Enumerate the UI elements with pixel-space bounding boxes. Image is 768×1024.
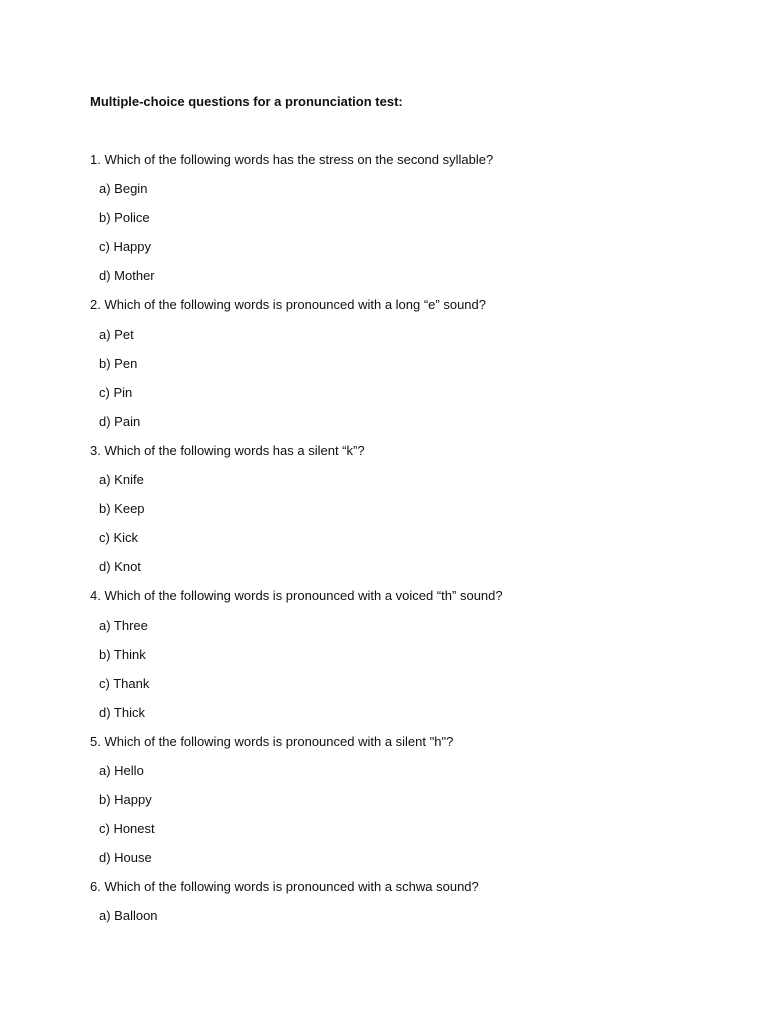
question-text: 2. Which of the following words is pronounced with a long “e” sound?	[90, 297, 486, 313]
question-5	[90, 733, 710, 878]
question-6	[90, 878, 710, 936]
question-text: 4. Which of the following words is pronounced with a voiced “th” sound?	[90, 588, 503, 604]
option-c: c) Pin	[99, 384, 133, 400]
question-text: 3. Which of the following words has a silent “k”?	[90, 442, 365, 458]
question-text: 1. Which of the following words has the stress on the second syllable?	[90, 152, 494, 167]
option-a: a) Pet	[99, 326, 134, 342]
option-b: b) Keep	[99, 501, 145, 517]
option-d: d) House	[99, 850, 152, 866]
option-a: a) Balloon	[99, 908, 158, 924]
option-d: d) Mother	[99, 268, 155, 284]
option-b: b) Happy	[99, 792, 152, 808]
question-text: 5. Which of the following words is pronounced with a silent "h"?	[90, 733, 454, 749]
option-b: b) Think	[99, 646, 146, 662]
question-text: 6. Which of the following words is pronounced with a schwa sound?	[90, 879, 479, 895]
option-d: d) Knot	[99, 559, 141, 575]
option-d: d) Pain	[99, 413, 141, 429]
option-d: d) Thick	[99, 704, 145, 720]
option-c: c) Thank	[99, 675, 150, 691]
option-a: a) Hello	[99, 762, 144, 778]
question-1	[90, 151, 710, 296]
option-b: b) Police	[99, 210, 150, 226]
option-c: c) Honest	[99, 821, 155, 837]
question-3	[90, 442, 710, 587]
option-c: c) Happy	[99, 239, 152, 255]
option-b: b) Pen	[99, 355, 138, 371]
question-list	[90, 151, 710, 937]
question-4	[90, 587, 710, 732]
option-a: a) Begin	[99, 181, 148, 197]
option-a: a) Three	[99, 617, 148, 633]
document-title: Multiple-choice questions for a pronunciation test:	[90, 94, 403, 109]
question-2	[90, 296, 710, 441]
option-c: c) Kick	[99, 530, 138, 546]
option-a: a) Knife	[99, 472, 144, 488]
